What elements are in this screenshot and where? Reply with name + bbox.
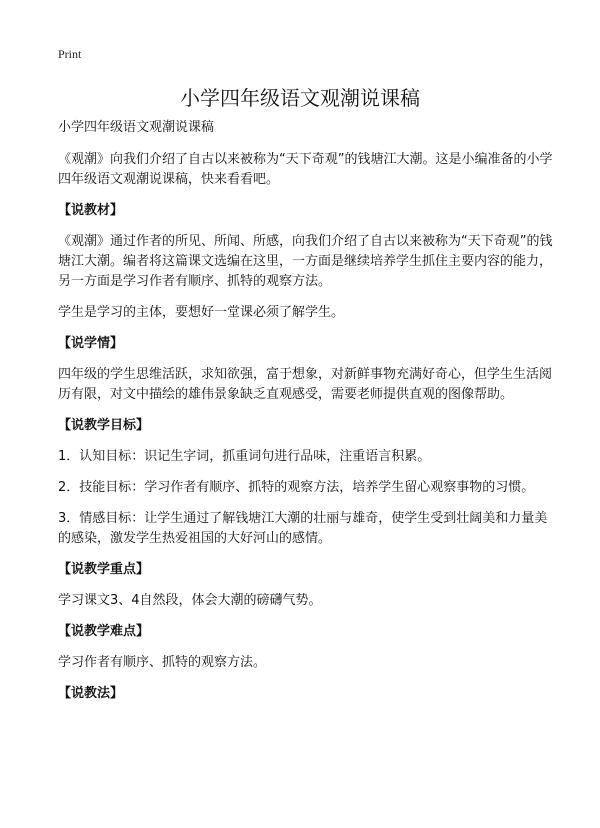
goal-skill: 2．技能目标：学习作者有顺序、抓特的观察方法，培养学生留心观察事物的习惯。 — [58, 480, 535, 495]
key-points-paragraph: 学习课文3、4自然段，体会大潮的磅礴气势。 — [58, 593, 322, 608]
print-label[interactable]: Print — [58, 47, 82, 61]
difficulties-paragraph: 学习作者有顺序、抓特的观察方法。 — [58, 655, 267, 670]
document-body — [58, 118, 558, 715]
section-heading-textbook: 【说教材】 — [58, 203, 124, 218]
intro-paragraph: 《观潮》向我们介绍了自古以来被称为“天下奇观”的钱塘江大潮。这是小编准备的小学四年级语文观潮说课稿，快来看看吧。 — [58, 152, 553, 187]
page-title: 小学四年级语文观潮说课稿 — [180, 86, 420, 110]
textbook-paragraph-2: 学生是学习的主体，要想好一堂课必须了解学生。 — [58, 305, 345, 320]
document-subtitle: 小学四年级语文观潮说课稿 — [58, 120, 215, 135]
students-paragraph: 四年级的学生思维活跃，求知欲强，富于想象，对新鲜事物充满好奇心，但学生生活阅历有限，对文中描绘的雄伟景象缺乏直观感受，需要老师提供直观的图像帮助。 — [58, 367, 553, 402]
section-heading-goals: 【说教学目标】 — [58, 418, 150, 433]
section-heading-key-points: 【说教学重点】 — [58, 562, 150, 577]
goal-emotion: 3．情感目标：让学生通过了解钱塘江大潮的壮丽与雄奇，使学生受到壮阔美和力量美的感染，激发学生热爱祖国的大好河山的感情。 — [58, 511, 548, 546]
goal-cognitive: 1．认知目标：识记生字词，抓重词句进行品味，注重语言积累。 — [58, 449, 431, 464]
textbook-paragraph-1: 《观潮》通过作者的所见、所闻、所感，向我们介绍了自古以来被称为“天下奇观”的钱塘江大潮。编者将这篇课文选编在这里，一方面是继续培养学生抓住主要内容的能力，另一方面是学习作者有顺序、抓特的观察方法。 — [58, 234, 553, 289]
section-heading-students: 【说学情】 — [58, 336, 124, 351]
section-heading-difficulties: 【说教学难点】 — [58, 624, 150, 639]
section-heading-methods: 【说教法】 — [58, 686, 124, 701]
